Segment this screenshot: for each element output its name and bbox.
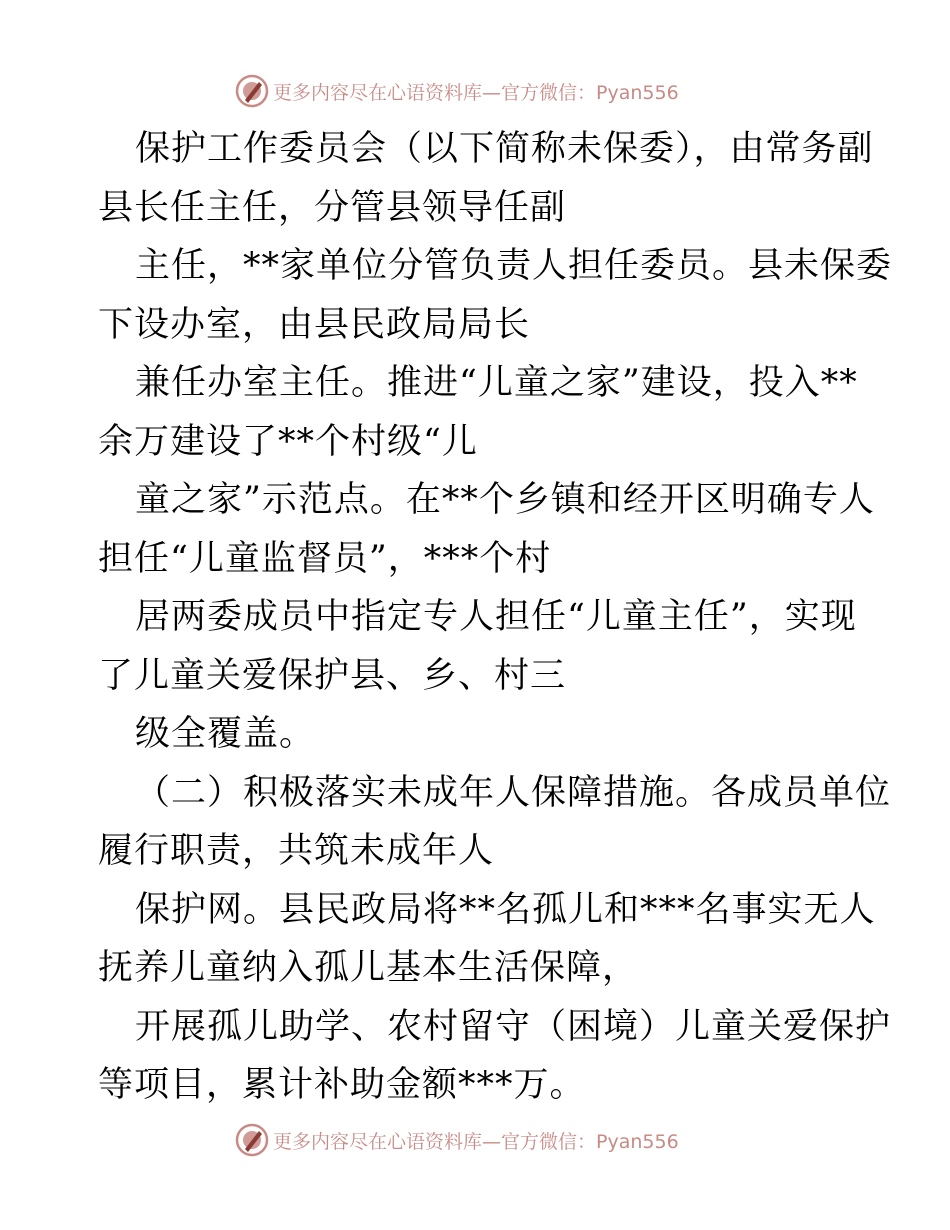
pen-logo-icon	[235, 1123, 269, 1157]
body-line: 履行职责，共筑未成年人	[98, 831, 495, 871]
body-line: 抚养儿童纳入孤儿基本生活保障，	[98, 948, 639, 988]
body-line: 童之家”示范点。在**个乡镇和经开区明确专人	[135, 480, 875, 520]
body-line: 保护网。县民政局将**名孤儿和***名事实无人	[135, 889, 876, 930]
section-heading-line: （二）积极落实未成年人保障措施。各成员单位	[135, 772, 892, 813]
body-line: 下设办室，由县民政局局长	[98, 304, 531, 345]
watermark-text: 更多内容尽在心语资料库—官方微信：Pyan556	[273, 81, 679, 104]
body-line: 余万建设了**个村级“儿	[98, 421, 478, 462]
header-watermark	[235, 73, 679, 109]
body-line: 保护工作委员会（以下简称未保委），由常务副	[135, 129, 874, 169]
document-body	[98, 120, 893, 1115]
body-line: 兼任办室主任。推进“儿童之家”建设，投入**	[135, 363, 858, 403]
body-line: 县长任主任，分管县领导任副	[98, 187, 567, 228]
body-line: 居两委成员中指定专人担任“儿童主任”，实现	[135, 597, 857, 637]
watermark-text: 更多内容尽在心语资料库—官方微信：Pyan556	[273, 1130, 679, 1153]
footer-watermark	[235, 1122, 679, 1158]
pen-logo-icon	[235, 74, 269, 108]
body-line: 级全覆盖。	[135, 714, 316, 754]
body-line: 担任“儿童监督员”，***个村	[98, 538, 552, 579]
body-line: 开展孤儿助学、农村留守（困境）儿童关爱保护	[135, 1006, 892, 1047]
body-line: 主任，**家单位分管负责人担任委员。县未保委	[135, 246, 893, 286]
body-line: 等项目，累计补助金额***万。	[98, 1065, 586, 1105]
body-line: 了儿童关爱保护县、乡、村三	[98, 655, 567, 696]
